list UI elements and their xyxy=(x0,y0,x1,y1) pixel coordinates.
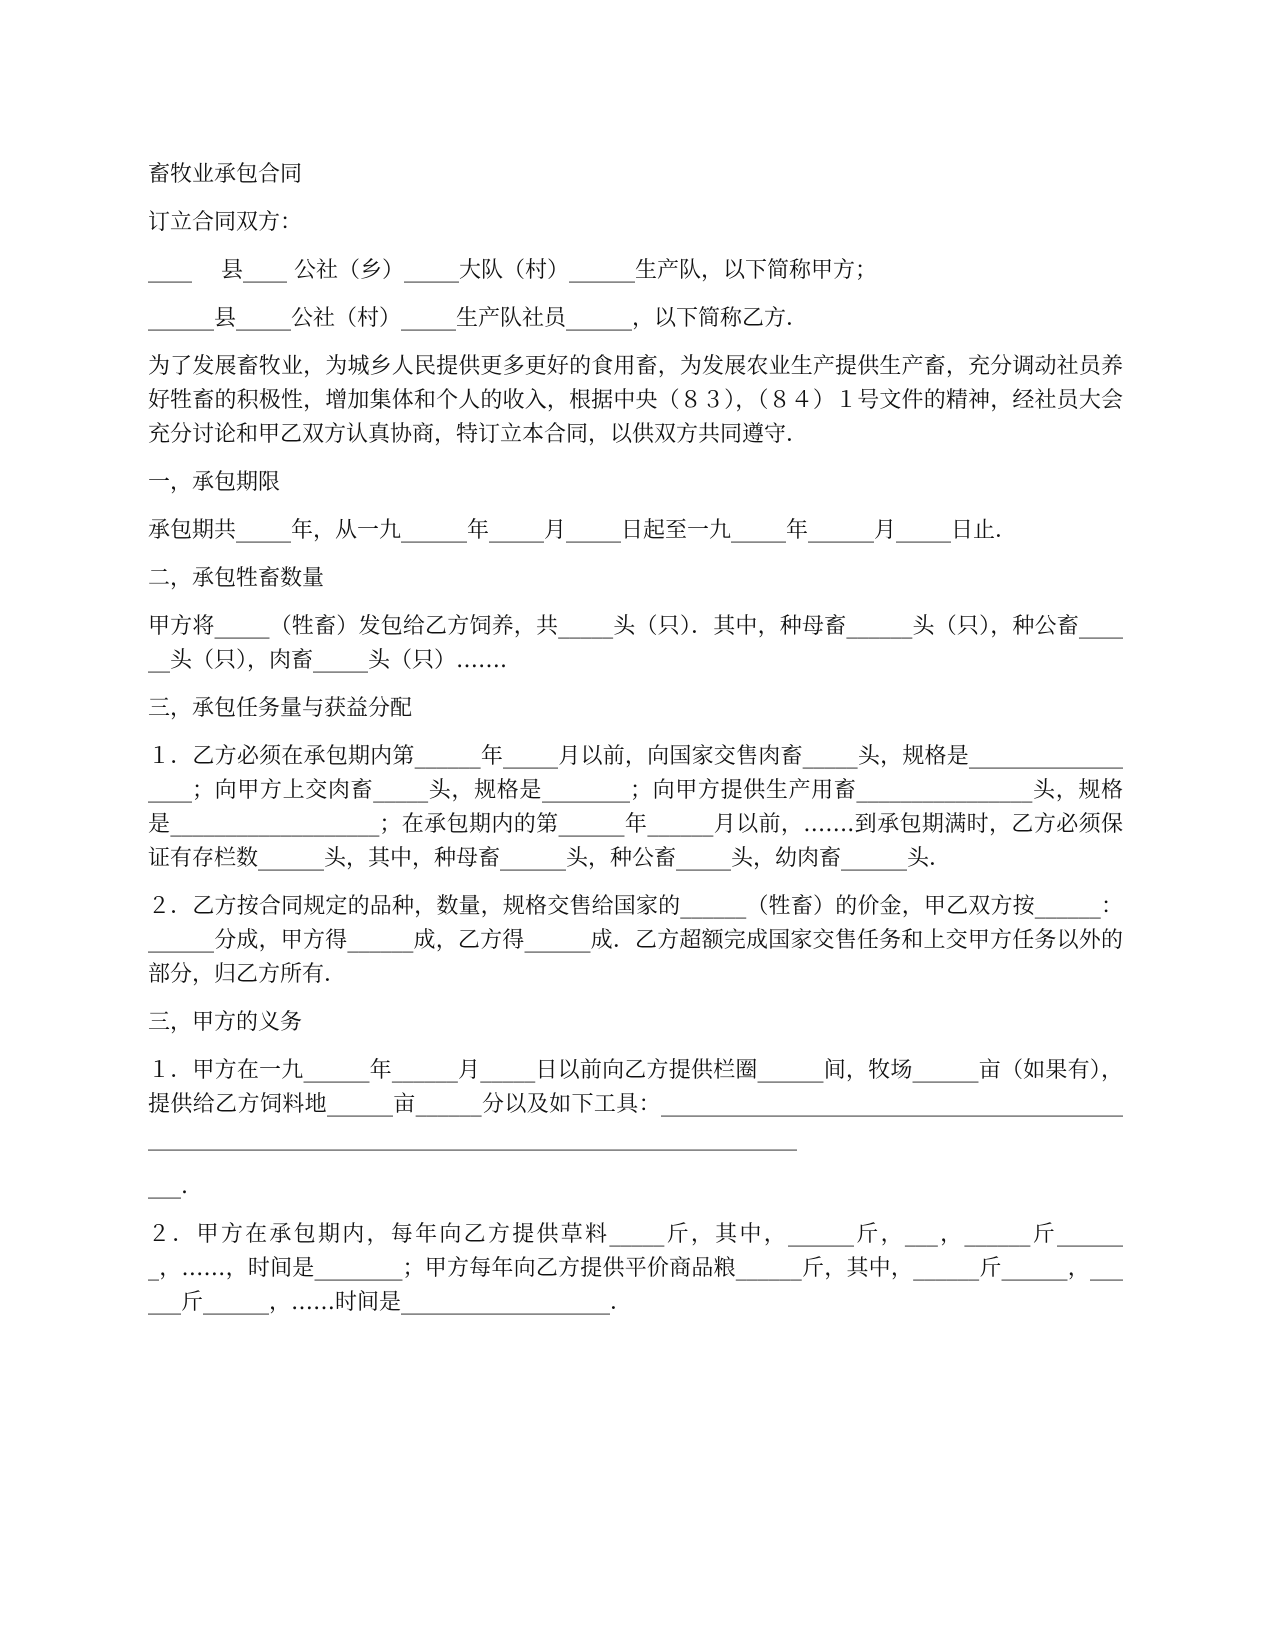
section-3-heading: 三，承包任务量与获益分配 xyxy=(148,696,413,721)
section-3-item-2: ２．乙方按合同规定的品种，数量，规格交售给国家的______（牲畜）的价金，甲乙双方按______：______分成，甲方得______成，乙方得______成．乙方超额完成国家交售任务和上交甲方任务以外的部分，归乙方所有． xyxy=(148,894,1123,987)
section-4-item-2: ２．甲方在承包期内，每年向乙方提供草料_____斤，其中，______斤，___，______斤_______，……，时间是________；甲方每年向乙方提供平价商品粮______斤，其中，______斤______，______斤______，……时间是___________________． xyxy=(148,1222,1123,1315)
section-1-body: 承包期共_____年，从一九______年_____月_____日起至一九_____年______月_____日止． xyxy=(148,518,1018,543)
section-1-heading: 一，承包期限 xyxy=(148,470,281,495)
party-a-line: ____ 县____ 公社（乡）_____大队（村）______生产队，以下简称甲方； xyxy=(148,258,877,283)
section-2-heading: 二，承包牲畜数量 xyxy=(148,566,325,591)
section-2-body: 甲方将_____（牲畜）发包给乙方饲养，共_____头（只）．其中，种母畜______头（只），种公畜______头（只），肉畜_____头（只）……. xyxy=(148,614,1123,673)
section-4-item-1-tail: ___. xyxy=(148,1174,188,1199)
party-b-line: ______县_____公社（村）_____生产队社员______，以下简称乙方． xyxy=(148,306,809,331)
parties-heading: 订立合同双方： xyxy=(148,210,303,235)
document-title: 畜牧业承包合同 xyxy=(148,162,303,187)
contract-page xyxy=(148,158,1123,1334)
section-3-item-1: １．乙方必须在承包期内第______年_____月以前，向国家交售肉畜_____头，规格是__________________；向甲方上交肉畜_____头，规格是________；向甲方提供生产用畜________________头，规格是___________________；在承包期内的第______年______月以前，…….到承包期满时，乙方必须保证有存栏数______头，其中，种母畜______头，种公畜_____头，幼肉畜______头． xyxy=(148,744,1123,871)
section-4-heading: 三，甲方的义务 xyxy=(148,1010,303,1035)
preamble-paragraph: 为了发展畜牧业，为城乡人民提供更多更好的食用畜，为发展农业生产提供生产畜，充分调动社员养好牲畜的积极性，增加集体和个人的收入，根据中央（８３），（８４）１号文件的精神，经社员大会充分讨论和甲乙双方认真协商，特订立本合同，以供双方共同遵守． xyxy=(148,354,1123,447)
section-4-item-1: １．甲方在一九______年______月_____日以前向乙方提供栏圈______间，牧场______亩（如果有），提供给乙方饲料地______亩______分以及如下工具：_____________________________________________________________________________________________________ xyxy=(148,1058,1123,1151)
